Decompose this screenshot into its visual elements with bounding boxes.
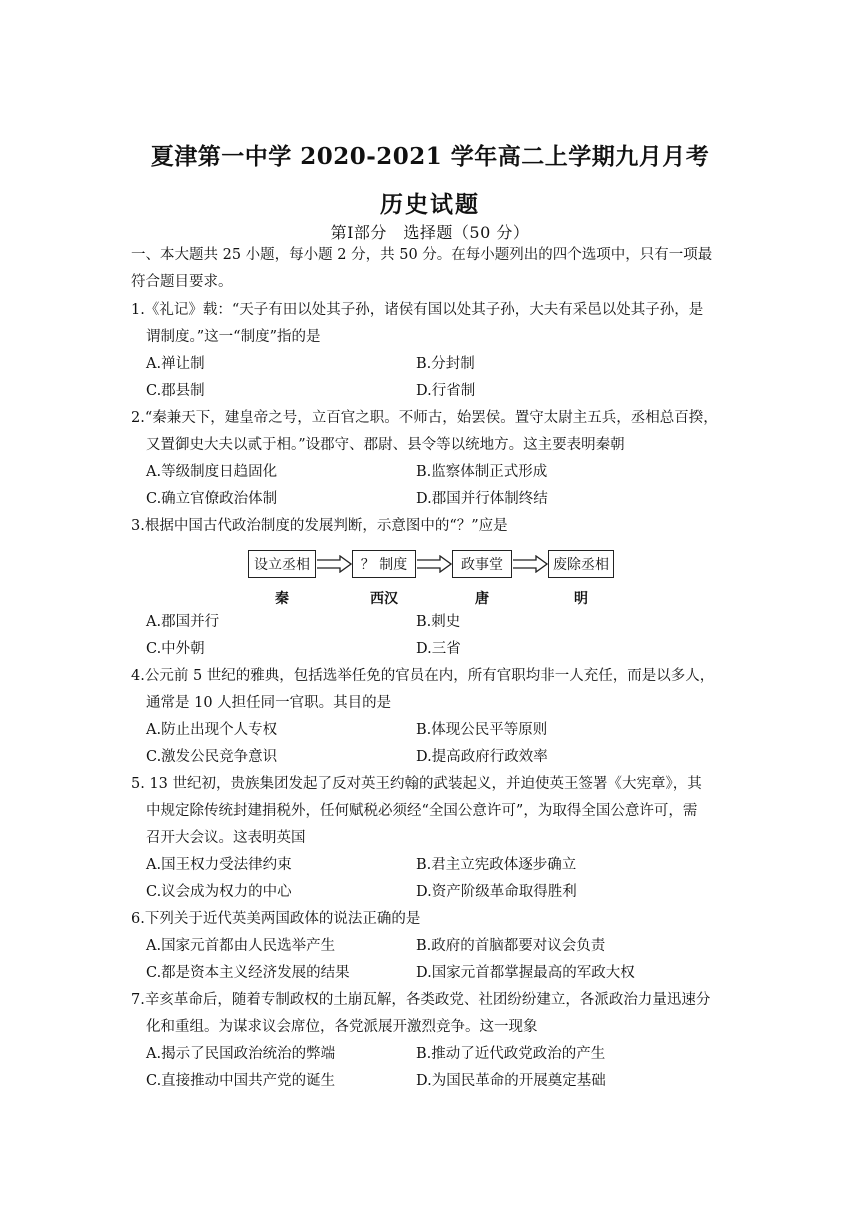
q3-option-b[interactable]: B.刺史 xyxy=(416,614,461,630)
q6-option-a[interactable]: A.国家元首都由人民选举产生 xyxy=(146,938,336,954)
q3-option-c[interactable]: C.中外朝 xyxy=(146,641,205,657)
q3-stem-1: 3.根据中国古代政治制度的发展判断，示意图中的“？”应是 xyxy=(131,518,508,534)
q7-option-b[interactable]: B.推动了近代政党政治的产生 xyxy=(416,1046,606,1062)
instructions-line-1: 一、本大题共 25 小题，每小题 2 分，共 50 分。在每小题列出的四个选项中，只有一项最 xyxy=(131,247,713,263)
instructions-line-2: 符合题目要求。 xyxy=(131,274,233,290)
q4-option-b[interactable]: B.体现公民平等原则 xyxy=(416,722,548,738)
q2-option-d[interactable]: D.郡国并行体制终结 xyxy=(416,491,548,507)
q7-stem-1: 7.辛亥革命后，随着专制政权的土崩瓦解，各类政党、社团纷纷建立，各派政治力量迅速分 xyxy=(131,992,711,1008)
q1-option-a[interactable]: A.禅让制 xyxy=(146,356,205,372)
q3-option-d[interactable]: D.三省 xyxy=(416,641,461,657)
q5-stem-2: 中规定除传统封建捐税外，任何赋税必须经“全国公意许可”，为取得全国公意许可，需 xyxy=(146,803,698,819)
diagram-label-1: 秦 xyxy=(275,591,289,607)
q1-option-b[interactable]: B.分封制 xyxy=(416,356,475,372)
arrow-icon xyxy=(416,555,452,573)
q1-stem-2: 谓制度。”这一“制度”指的是 xyxy=(146,329,321,345)
q6-option-d[interactable]: D.国家元首都掌握最高的军政大权 xyxy=(416,965,635,981)
diagram-box-3: 政事堂 xyxy=(452,550,512,578)
arrow-icon xyxy=(316,555,352,573)
diagram-box-1: 设立丞相 xyxy=(248,550,316,578)
q6-stem-1: 6.下列关于近代英美两国政体的说法正确的是 xyxy=(131,911,421,927)
q6-option-b[interactable]: B.政府的首脑都要对议会负责 xyxy=(416,938,606,954)
q1-option-c[interactable]: C.郡县制 xyxy=(146,383,205,399)
q2-stem-2: 又置御史大夫以贰于相。”设郡守、郡尉、县令等以统地方。这主要表明秦朝 xyxy=(146,437,625,453)
exam-subtitle: 历史试题 xyxy=(380,191,480,218)
q4-stem-2: 通常是 10 人担任同一官职。其目的是 xyxy=(146,695,392,711)
q4-option-c[interactable]: C.激发公民竞争意识 xyxy=(146,749,278,765)
q4-stem-1: 4.公元前 5 世纪的雅典，包括选举任免的官员在内，所有官职均非一人充任，而是以多人， xyxy=(131,668,715,684)
q7-option-d[interactable]: D.为国民革命的开展奠定基础 xyxy=(416,1073,606,1089)
section-heading: 第Ⅰ部分 选择题（50 分） xyxy=(330,223,530,242)
q7-stem-2: 化和重组。为谋求议会席位，各党派展开激烈竞争。这一现象 xyxy=(146,1019,538,1035)
q7-option-c[interactable]: C.直接推动中国共产党的诞生 xyxy=(146,1073,336,1089)
q3-option-a[interactable]: A.郡国并行 xyxy=(146,614,220,630)
q5-option-b[interactable]: B.君主立宪政体逐步确立 xyxy=(416,857,577,873)
diagram-label-4: 明 xyxy=(574,591,588,607)
q2-option-b[interactable]: B.监察体制正式形成 xyxy=(416,464,548,480)
q5-option-c[interactable]: C.议会成为权力的中心 xyxy=(146,884,292,900)
q2-option-c[interactable]: C.确立官僚政治体制 xyxy=(146,491,278,507)
q1-stem-1: 1.《礼记》载：“天子有田以处其子孙，诸侯有国以处其子孙，大夫有采邑以处其子孙，是 xyxy=(131,302,704,318)
exam-title: 夏津第一中学 2020-2021 学年高二上学期九月月考 xyxy=(150,143,710,170)
arrow-icon xyxy=(512,555,548,573)
diagram-box-2: ？ 制度 xyxy=(352,550,416,578)
q5-option-a[interactable]: A.国王权力受法律约束 xyxy=(146,857,292,873)
q1-option-d[interactable]: D.行省制 xyxy=(416,383,476,399)
q7-option-a[interactable]: A.揭示了民国政治统治的弊端 xyxy=(146,1046,336,1062)
q5-stem-1: 5. 13 世纪初，贵族集团发起了反对英王约翰的武装起义，并迫使英王签署《大宪章》，其 xyxy=(131,776,702,792)
q2-stem-1: 2.“秦兼天下，建皇帝之号，立百官之职。不师古，始罢侯。置守太尉主五兵，丞相总百揆， xyxy=(131,410,718,426)
q4-option-d[interactable]: D.提高政府行政效率 xyxy=(416,749,548,765)
q4-option-a[interactable]: A.防止出现个人专权 xyxy=(146,722,278,738)
diagram-label-2: 西汉 xyxy=(370,591,398,607)
q5-stem-3: 召开大会议。这表明英国 xyxy=(146,830,306,846)
flow-diagram xyxy=(248,550,618,610)
diagram-box-4: 废除丞相 xyxy=(548,550,614,578)
q2-option-a[interactable]: A.等级制度日趋固化 xyxy=(146,464,278,480)
q6-option-c[interactable]: C.都是资本主义经济发展的结果 xyxy=(146,965,350,981)
diagram-label-3: 唐 xyxy=(475,591,489,607)
q5-option-d[interactable]: D.资产阶级革命取得胜利 xyxy=(416,884,577,900)
